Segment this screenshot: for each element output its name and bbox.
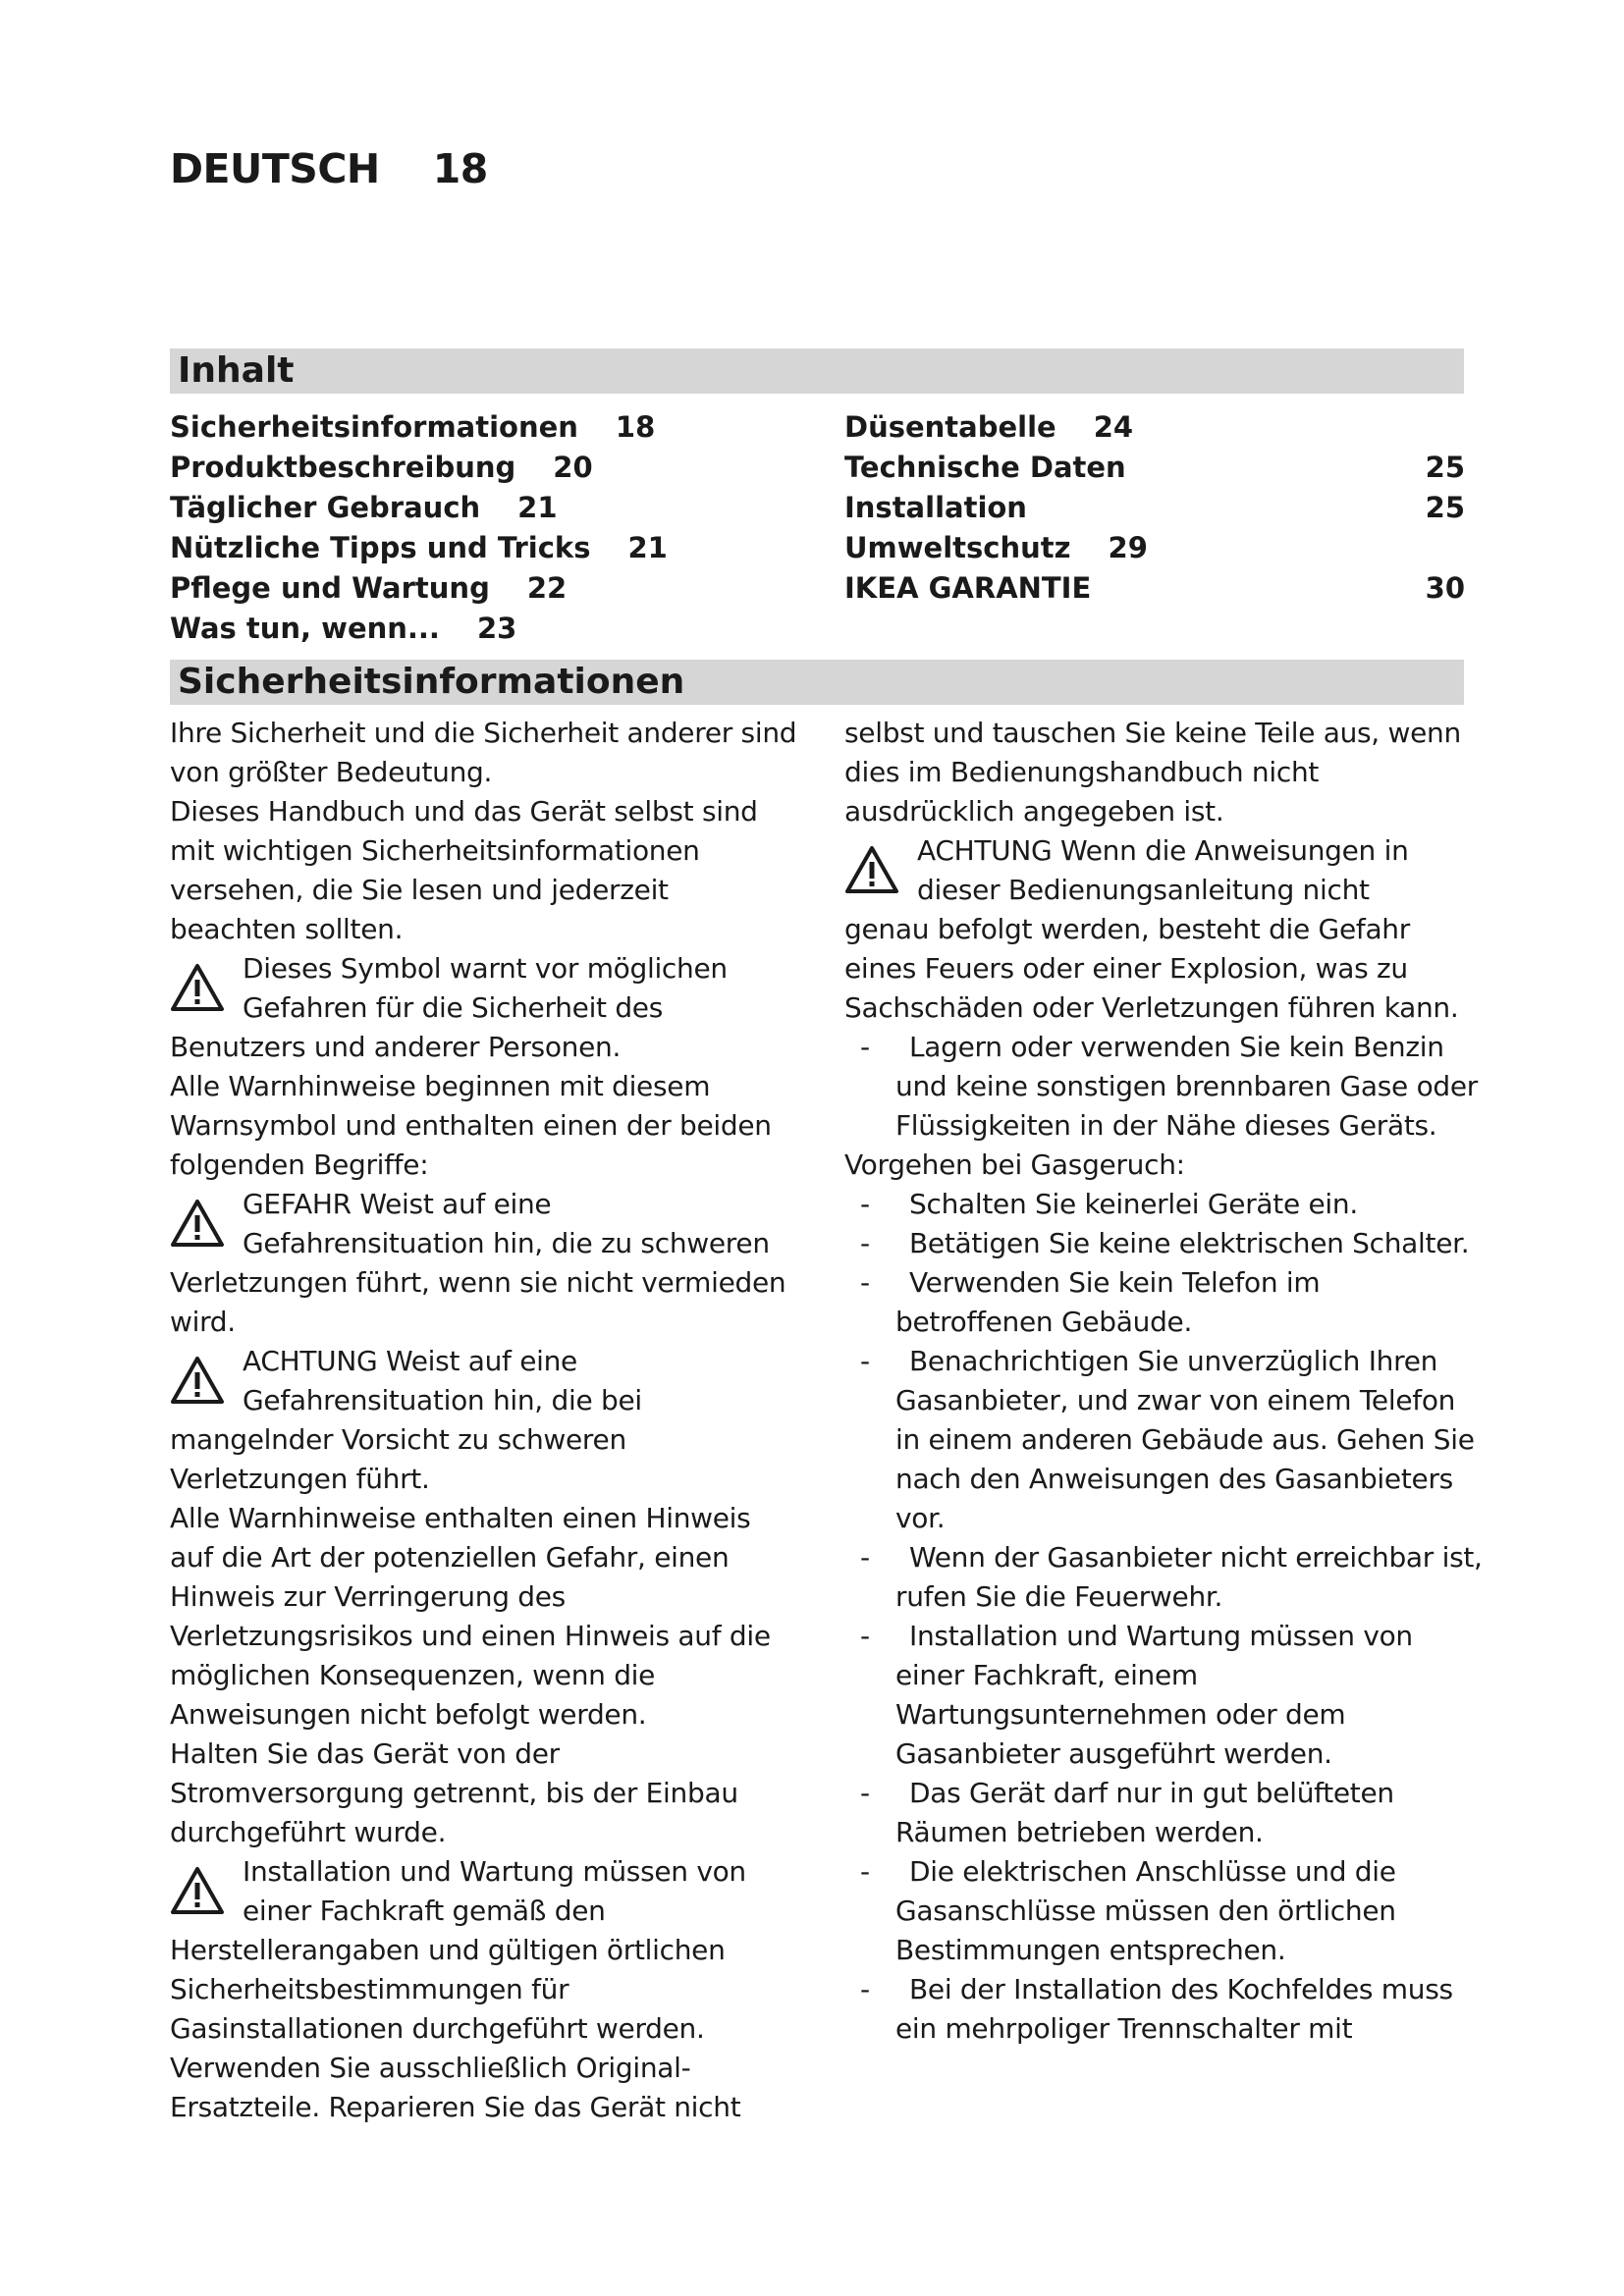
gas-smell-heading: Vorgehen bei Gasgeruch: xyxy=(844,1148,1185,1181)
toc-entry-page: 18 xyxy=(615,410,656,444)
toc-entry-label: Düsentabelle xyxy=(844,410,1056,444)
list-item: - Betätigen Sie keine elektrischen Schalter. xyxy=(860,1227,1470,1259)
language-label: DEUTSCH xyxy=(170,145,380,192)
list-item-text: Die elektrischen Anschlüsse und die Gasanschlüsse müssen den örtlichen Bestimmungen entsprechen. xyxy=(895,1855,1396,1966)
toc-entry-page: 29 xyxy=(1108,531,1148,564)
toc-entry-label: Technische Daten xyxy=(844,451,1126,484)
danger-warning-text: GEFAHR Weist auf eine Gefahrensituation hin, die zu schweren xyxy=(243,1188,770,1259)
warning-triangle-icon xyxy=(844,845,899,894)
toc-entry-page: 21 xyxy=(517,491,558,524)
toc-entry-label: Nützliche Tipps und Tricks xyxy=(170,531,591,564)
caution-warning-text-cont: mangelnder Vorsicht zu schweren Verletzungen führt. xyxy=(170,1423,626,1495)
toc-entry-label: Installation xyxy=(844,491,1027,524)
warning-triangle-icon xyxy=(170,1356,225,1405)
list-item-text: Wenn der Gasanbieter nicht erreichbar ist, rufen Sie die Feuerwehr. xyxy=(895,1541,1483,1613)
toc-entry-label: Was tun, wenn... xyxy=(170,612,440,645)
toc-entry-label: Sicherheitsinformationen xyxy=(170,410,578,444)
toc-title-bar xyxy=(170,348,1464,394)
toc-entry-label: Täglicher Gebrauch xyxy=(170,491,481,524)
warning-triangle-icon xyxy=(170,963,225,1012)
toc-left-column xyxy=(170,407,668,649)
toc-entry[interactable] xyxy=(170,609,668,649)
toc-entry-page: 21 xyxy=(627,531,668,564)
list-item-text: Installation und Wartung müssen von einer Fachkraft, einem Wartungsunternehmen oder dem Gasanbieter ausgeführt werden. xyxy=(895,1620,1413,1770)
installation-warning-text-cont: Herstellerangaben und gültigen örtlichen Sicherheitsbestimmungen für Gasinstallationen durchgeführt werden. Verwenden Sie ausschließlich Original-Ersatzteile. Reparieren Sie das Gerät nicht xyxy=(170,1934,741,2123)
installation-warning-text: Installation und Wartung müssen von einer Fachkraft gemäß den xyxy=(243,1855,746,1927)
warnings-content-paragraph: Alle Warnhinweise enthalten einen Hinweis auf die Art der potenziellen Gefahr, einen Hinweis zur Verringerung des Verletzungsrisikos und einen Hinweis auf die möglichen Konsequenzen, wenn die Anweisungen nicht befolgt werden. xyxy=(170,1502,771,1731)
list-item-text: Schalten Sie keinerlei Geräte ein. xyxy=(909,1188,1358,1220)
toc-entry-page: 30 xyxy=(1425,571,1465,605)
safety-title-bar xyxy=(170,660,1464,705)
toc-entry-page: 25 xyxy=(1425,491,1465,524)
toc-entry[interactable] xyxy=(844,488,1465,528)
page-number: 18 xyxy=(432,145,488,192)
toc-entry[interactable] xyxy=(170,407,668,448)
list-item-text: Das Gerät darf nur in gut belüfteten Räumen betrieben werden. xyxy=(895,1777,1394,1848)
toc-entry-label: Produktbeschreibung xyxy=(170,451,516,484)
toc-entry[interactable] xyxy=(844,528,1465,568)
list-item: - Bei der Installation des Kochfeldes muss ein mehrpoliger Trennschalter mit xyxy=(860,1973,1453,2045)
list-item: - Das Gerät darf nur in gut belüfteten Räumen betrieben werden. xyxy=(860,1777,1394,1848)
symbol-warning-text-cont: Benutzers und anderer Personen. xyxy=(170,1031,622,1063)
list-item: - Die elektrischen Anschlüsse und die Gasanschlüsse müssen den örtlichen Bestimmungen entsprechen. xyxy=(860,1855,1396,1966)
toc-entry-page: 22 xyxy=(526,571,568,605)
warning-triangle-icon xyxy=(170,1866,225,1915)
fire-caution-text: ACHTUNG Wenn die Anweisungen in dieser Bedienungsanleitung nicht xyxy=(917,834,1409,906)
safety-left-column xyxy=(170,714,798,2127)
safety-right-column xyxy=(844,714,1483,2049)
safety-intro-paragraph: Ihre Sicherheit und die Sicherheit anderer sind von größter Bedeutung. xyxy=(170,717,797,788)
list-item-text: Benachrichtigen Sie unverzüglich Ihren Gasanbieter, und zwar von einem Telefon in einem anderen Gebäude aus. Gehen Sie nach den Anweisungen des Gasanbieters vor. xyxy=(895,1345,1475,1534)
toc-entry-page: 20 xyxy=(553,451,593,484)
toc-entry-label: Umweltschutz xyxy=(844,531,1071,564)
fire-caution-block xyxy=(844,831,1483,1028)
toc-entry-page: 24 xyxy=(1093,410,1134,444)
list-item-text: Verwenden Sie kein Telefon im betroffenen Gebäude. xyxy=(895,1266,1321,1338)
toc-entry[interactable] xyxy=(844,407,1465,448)
toc-entry-label: IKEA GARANTIE xyxy=(844,571,1092,605)
symbol-warning-block xyxy=(170,949,798,1067)
caution-warning-text: ACHTUNG Weist auf eine Gefahrensituation hin, die bei xyxy=(243,1345,642,1416)
danger-warning-text-cont: Verletzungen führt, wenn sie nicht vermieden wird. xyxy=(170,1266,786,1338)
danger-warning-block xyxy=(170,1185,798,1342)
list-item: - Installation und Wartung müssen von einer Fachkraft, einem Wartungsunternehmen oder dem Gasanbieter ausgeführt werden. xyxy=(860,1620,1413,1770)
list-item: - Schalten Sie keinerlei Geräte ein. xyxy=(860,1188,1358,1220)
toc-entry[interactable] xyxy=(170,488,668,528)
installation-warning-block xyxy=(170,1852,798,2127)
toc-entry-page: 25 xyxy=(1425,451,1465,484)
toc-entry[interactable] xyxy=(170,528,668,568)
toc-entry-page: 23 xyxy=(476,612,517,645)
toc-right-column xyxy=(844,407,1465,609)
list-item: - Lagern oder verwenden Sie kein Benzin und keine sonstigen brennbaren Gase oder Flüssigkeiten in der Nähe dieses Geräts. xyxy=(860,1031,1479,1142)
symbol-warning-text: Dieses Symbol warnt vor möglichen Gefahren für die Sicherheit des xyxy=(243,952,728,1024)
list-item: - Benachrichtigen Sie unverzüglich Ihren Gasanbieter, und zwar von einem Telefon in einem anderen Gebäude aus. Gehen Sie nach den Anweisungen des Gasanbieters vor. xyxy=(860,1345,1475,1534)
warning-terms-paragraph: Alle Warnhinweise beginnen mit diesem Warnsymbol und enthalten einen der beiden folgenden Begriffe: xyxy=(170,1070,772,1181)
toc-entry[interactable] xyxy=(170,448,668,488)
warning-triangle-icon xyxy=(170,1199,225,1248)
toc-title: Inhalt xyxy=(178,350,295,391)
caution-warning-block xyxy=(170,1342,798,1499)
fire-caution-text-cont: genau befolgt werden, besteht die Gefahr eines Feuers oder einer Explosion, was zu Sachschäden oder Verletzungen führen kann. xyxy=(844,913,1459,1024)
list-item-text: Bei der Installation des Kochfeldes muss ein mehrpoliger Trennschalter mit xyxy=(895,1973,1453,2045)
safety-manual-paragraph: Dieses Handbuch und das Gerät selbst sind mit wichtigen Sicherheitsinformationen versehen, die Sie lesen und jederzeit beachten sollten. xyxy=(170,795,758,945)
toc-entry[interactable] xyxy=(170,568,668,609)
toc-entry[interactable] xyxy=(844,448,1465,488)
toc-entry[interactable] xyxy=(844,568,1465,609)
list-item-text: Betätigen Sie keine elektrischen Schalter. xyxy=(909,1227,1470,1259)
list-item: - Verwenden Sie kein Telefon im betroffenen Gebäude. xyxy=(860,1266,1321,1338)
safety-title: Sicherheitsinformationen xyxy=(178,662,685,702)
page-header xyxy=(170,145,488,192)
list-item-text: Lagern oder verwenden Sie kein Benzin und keine sonstigen brennbaren Gase oder Flüssigkeiten in der Nähe dieses Geräts. xyxy=(895,1031,1479,1142)
list-item: - Wenn der Gasanbieter nicht erreichbar ist, rufen Sie die Feuerwehr. xyxy=(860,1541,1483,1613)
disconnect-paragraph: Halten Sie das Gerät von der Stromversorgung getrennt, bis der Einbau durchgeführt wurde. xyxy=(170,1737,738,1848)
continuation-paragraph: selbst und tauschen Sie keine Teile aus, wenn dies im Bedienungshandbuch nicht ausdrücklich angegeben ist. xyxy=(844,717,1461,828)
toc-entry-label: Pflege und Wartung xyxy=(170,571,490,605)
